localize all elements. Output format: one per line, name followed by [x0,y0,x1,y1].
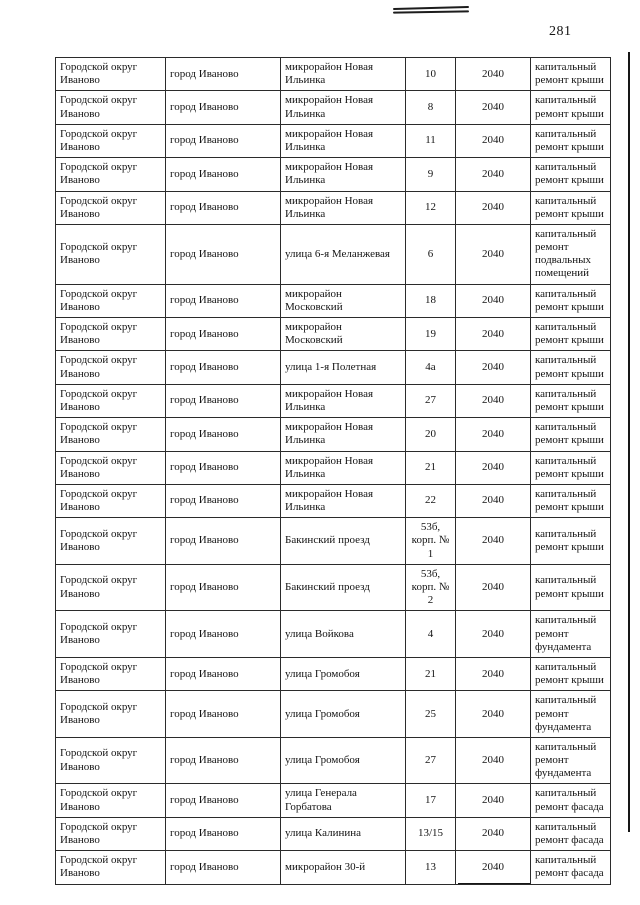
cell-work: капитальный ремонт фундамента [531,611,611,658]
table-row [56,484,611,517]
cell-work: капитальный ремонт фасада [531,784,611,817]
cell-house: 18 [406,284,456,317]
cell-district: Городской округ Иваново [56,158,166,191]
cell-work: капитальный ремонт крыши [531,158,611,191]
cell-year: 2040 [456,418,531,451]
cell-district: Городской округ Иваново [56,58,166,91]
cell-work: капитальный ремонт крыши [531,418,611,451]
table-row [56,817,611,850]
cell-city: город Иваново [166,284,281,317]
cell-house: 21 [406,451,456,484]
cell-district: Городской округ Иваново [56,851,166,884]
cell-city: город Иваново [166,224,281,284]
cell-year: 2040 [456,58,531,91]
cell-year: 2040 [456,158,531,191]
cell-district: Городской округ Иваново [56,384,166,417]
cell-house: 11 [406,124,456,157]
cell-house: 22 [406,484,456,517]
cell-city: город Иваново [166,817,281,850]
table-row [56,284,611,317]
cell-year: 2040 [456,851,531,884]
cell-work: капитальный ремонт крыши [531,91,611,124]
cell-work: капитальный ремонт подвальных помещений [531,224,611,284]
cell-house: 19 [406,318,456,351]
top-scan-line-2 [393,10,469,13]
cell-city: город Иваново [166,91,281,124]
cell-house: 4 [406,611,456,658]
cell-district: Городской округ Иваново [56,784,166,817]
cell-city: город Иваново [166,611,281,658]
cell-house: 27 [406,737,456,784]
cell-house: 4а [406,351,456,384]
table-row [56,657,611,690]
cell-work: капитальный ремонт крыши [531,284,611,317]
cell-year: 2040 [456,351,531,384]
table-row [56,451,611,484]
cell-district: Городской округ Иваново [56,817,166,850]
cell-house: 20 [406,418,456,451]
cell-work: капитальный ремонт крыши [531,384,611,417]
cell-work: капитальный ремонт фасада [531,851,611,884]
table-row [56,384,611,417]
cell-district: Городской округ Иваново [56,124,166,157]
cell-street: улица 1-я Полетная [281,351,406,384]
top-scan-line-1 [393,6,469,10]
cell-work: капитальный ремонт крыши [531,318,611,351]
cell-street: улица Громобоя [281,737,406,784]
cell-work: капитальный ремонт крыши [531,657,611,690]
cell-year: 2040 [456,817,531,850]
cell-house: 10 [406,58,456,91]
cell-district: Городской округ Иваново [56,611,166,658]
cell-year: 2040 [456,484,531,517]
cell-city: город Иваново [166,418,281,451]
cell-street: улица Калинина [281,817,406,850]
cell-work: капитальный ремонт крыши [531,451,611,484]
table-row [56,318,611,351]
table-row [56,418,611,451]
cell-city: город Иваново [166,158,281,191]
cell-year: 2040 [456,191,531,224]
cell-work: капитальный ремонт крыши [531,124,611,157]
cell-house: 12 [406,191,456,224]
cell-house: 9 [406,158,456,191]
page-number: 281 [549,24,572,39]
cell-house: 21 [406,657,456,690]
cell-street: улица Громобоя [281,691,406,738]
cell-work: капитальный ремонт фундамента [531,691,611,738]
cell-house: 8 [406,91,456,124]
table-row [56,158,611,191]
table-row [56,784,611,817]
cell-street: Бакинский проезд [281,518,406,565]
cell-house: 17 [406,784,456,817]
cell-street: улица 6-я Меланжевая [281,224,406,284]
table-row [56,351,611,384]
cell-street: Бакинский проезд [281,564,406,611]
cell-year: 2040 [456,784,531,817]
table-row [56,191,611,224]
right-edge-scan-line [628,52,630,832]
cell-district: Городской округ Иваново [56,518,166,565]
table-row [56,564,611,611]
cell-district: Городской округ Иваново [56,737,166,784]
cell-street: микрорайон Московский [281,284,406,317]
table-row [56,737,611,784]
cell-city: город Иваново [166,124,281,157]
cell-street: микрорайон Новая Ильинка [281,158,406,191]
cell-district: Городской округ Иваново [56,484,166,517]
cell-year: 2040 [456,318,531,351]
table-body [56,58,611,885]
cell-street: микрорайон Новая Ильинка [281,58,406,91]
cell-house: 53б, корп. № 2 [406,564,456,611]
cell-city: город Иваново [166,351,281,384]
cell-street: микрорайон Новая Ильинка [281,451,406,484]
cell-year: 2040 [456,91,531,124]
cell-district: Городской округ Иваново [56,418,166,451]
cell-district: Городской округ Иваново [56,657,166,690]
cell-work: капитальный ремонт крыши [531,518,611,565]
cell-district: Городской округ Иваново [56,564,166,611]
cell-house: 27 [406,384,456,417]
cell-year: 2040 [456,737,531,784]
cell-district: Городской округ Иваново [56,318,166,351]
cell-street: микрорайон Новая Ильинка [281,124,406,157]
cell-street: улица Войкова [281,611,406,658]
cell-work: капитальный ремонт фундамента [531,737,611,784]
cell-house: 6 [406,224,456,284]
table-row [56,91,611,124]
cell-work: капитальный ремонт крыши [531,351,611,384]
cell-year: 2040 [456,564,531,611]
cell-work: капитальный ремонт крыши [531,484,611,517]
cell-city: город Иваново [166,58,281,91]
cell-street: улица Генерала Горбатова [281,784,406,817]
cell-house: 13/15 [406,817,456,850]
cell-street: микрорайон Новая Ильинка [281,418,406,451]
cell-year: 2040 [456,384,531,417]
cell-city: город Иваново [166,384,281,417]
cell-street: микрорайон Новая Ильинка [281,384,406,417]
cell-street: микрорайон Новая Ильинка [281,191,406,224]
cell-city: город Иваново [166,518,281,565]
cell-year: 2040 [456,124,531,157]
cell-house: 25 [406,691,456,738]
cell-district: Городской округ Иваново [56,191,166,224]
cell-city: город Иваново [166,451,281,484]
cell-year: 2040 [456,611,531,658]
cell-district: Городской округ Иваново [56,224,166,284]
table-row [56,224,611,284]
cell-street: микрорайон Новая Ильинка [281,484,406,517]
cell-house: 53б, корп. № 1 [406,518,456,565]
table-row [56,124,611,157]
repair-schedule-table [55,57,611,885]
cell-city: город Иваново [166,691,281,738]
table-row [56,58,611,91]
table-row [56,611,611,658]
cell-city: город Иваново [166,318,281,351]
cell-district: Городской округ Иваново [56,284,166,317]
cell-city: город Иваново [166,737,281,784]
cell-city: город Иваново [166,784,281,817]
cell-house: 13 [406,851,456,884]
cell-year: 2040 [456,518,531,565]
cell-year: 2040 [456,451,531,484]
cell-year: 2040 [456,657,531,690]
cell-work: капитальный ремонт крыши [531,191,611,224]
cell-street: улица Громобоя [281,657,406,690]
table-row [56,691,611,738]
cell-street: микрорайон Новая Ильинка [281,91,406,124]
cell-district: Городской округ Иваново [56,91,166,124]
cell-year: 2040 [456,691,531,738]
cell-work: капитальный ремонт фасада [531,817,611,850]
cell-district: Городской округ Иваново [56,351,166,384]
cell-street: микрорайон 30-й [281,851,406,884]
cell-city: город Иваново [166,657,281,690]
cell-work: капитальный ремонт крыши [531,564,611,611]
table-row [56,851,611,884]
cell-district: Городской округ Иваново [56,451,166,484]
cell-city: город Иваново [166,564,281,611]
cell-year: 2040 [456,224,531,284]
cell-city: город Иваново [166,191,281,224]
cell-city: город Иваново [166,851,281,884]
cell-street: микрорайон Московский [281,318,406,351]
cell-city: город Иваново [166,484,281,517]
cell-district: Городской округ Иваново [56,691,166,738]
cell-work: капитальный ремонт крыши [531,58,611,91]
cell-year: 2040 [456,284,531,317]
table-row [56,518,611,565]
